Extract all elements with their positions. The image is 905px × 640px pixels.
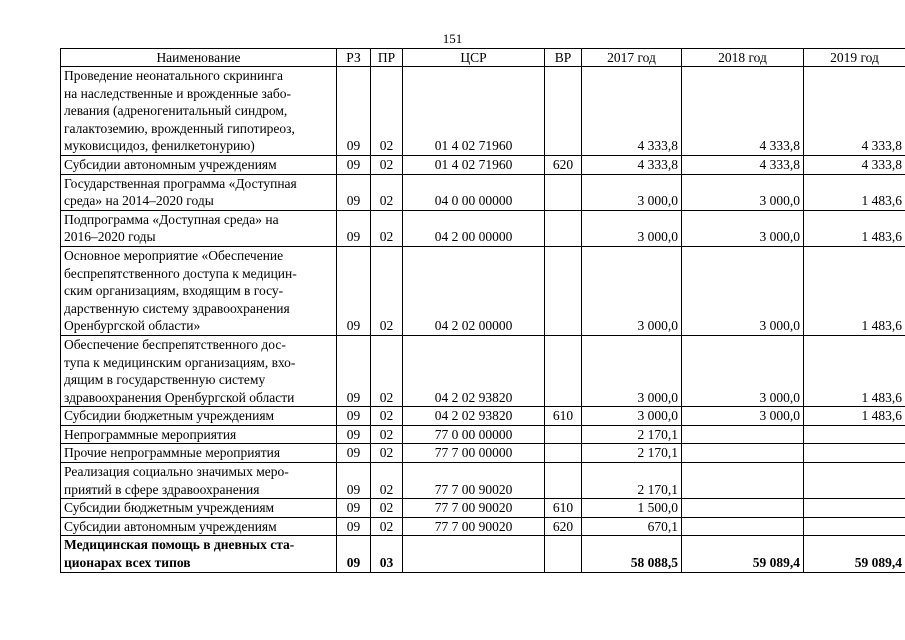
row-pr: 02 [371,444,403,463]
row-rz: 09 [337,210,371,246]
row-csr: 01 4 02 71960 [403,155,545,174]
row-pr: 03 [371,536,403,572]
row-name-line: здравоохранения Оренбургской области [64,389,295,405]
row-2019: 1 483,6 [804,335,905,406]
row-name-line: ским организациям, входящим в госу- [64,283,284,299]
row-name-line: среда» на 2014–2020 годы [64,193,214,209]
row-2018: 3 000,0 [682,407,804,426]
row-csr: 77 0 00 00000 [403,425,545,444]
row-name-line: Реализация социально значимых меро- [64,464,289,480]
row-name [61,517,337,536]
row-pr: 02 [371,407,403,426]
row-2018: 3 000,0 [682,210,804,246]
row-vr [545,444,582,463]
row-name-line: тупа к медицинским организациям, вхо- [64,354,296,370]
table-row [61,536,905,572]
row-2019: 1 483,6 [804,210,905,246]
row-name-line: левания (адреногенитальный синдром, [64,103,288,119]
row-name-line: приятий в сфере здравоохранения [64,481,260,497]
row-csr: 04 2 02 00000 [403,246,545,335]
row-rz: 09 [337,155,371,174]
header-name: Наименование [61,49,337,67]
row-rz: 09 [337,335,371,406]
row-name-line: муковисцидоз, фенилкетонурию) [64,138,255,154]
row-rz: 09 [337,463,371,499]
table-row [61,67,905,156]
row-name [61,444,337,463]
row-name-line: дящим в государственную систему [64,372,266,388]
row-pr: 02 [371,155,403,174]
row-vr: 620 [545,155,582,174]
row-name [61,499,337,518]
row-2018: 59 089,4 [682,536,804,572]
table-row [61,407,905,426]
row-2018: 3 000,0 [682,335,804,406]
row-2018 [682,517,804,536]
row-pr: 02 [371,463,403,499]
row-2018: 3 000,0 [682,174,804,210]
row-pr: 02 [371,425,403,444]
row-pr: 02 [371,210,403,246]
header-2018: 2018 год [682,49,804,67]
row-vr [545,463,582,499]
row-2017: 3 000,0 [582,246,682,335]
row-rz: 09 [337,536,371,572]
row-csr: 04 0 00 00000 [403,174,545,210]
row-vr [545,174,582,210]
row-2017: 3 000,0 [582,210,682,246]
row-name-line: Непрограммные мероприятия [64,426,237,442]
row-name-line: Оренбургской области» [64,318,201,334]
row-name [61,536,337,572]
row-2017: 4 333,8 [582,67,682,156]
row-csr: 01 4 02 71960 [403,67,545,156]
row-csr [403,536,545,572]
row-name-line: галактоземию, врожденный гипотиреоз, [64,120,295,136]
row-name [61,67,337,156]
row-name [61,425,337,444]
row-2017: 58 088,5 [582,536,682,572]
row-vr [545,67,582,156]
header-2019: 2019 год [804,49,905,67]
table-row [61,463,905,499]
row-2018: 4 333,8 [682,67,804,156]
row-2019: 1 483,6 [804,407,905,426]
row-2018 [682,499,804,518]
row-name-line: Основное мероприятие «Обеспечение [64,247,284,263]
row-2019: 59 089,4 [804,536,905,572]
row-csr: 77 7 00 90020 [403,463,545,499]
table-row [61,246,905,335]
table-row [61,517,905,536]
table-row [61,210,905,246]
row-name-line: Субсидии автономным учреждениям [64,518,277,534]
row-2019: 4 333,8 [804,155,905,174]
row-vr [545,210,582,246]
row-2018 [682,463,804,499]
row-name-line: Обеспечение беспрепятственного дос- [64,336,286,352]
table-row [61,155,905,174]
row-name-line: беспрепятственного доступа к медицин- [64,265,297,281]
row-pr: 02 [371,517,403,536]
row-pr: 02 [371,174,403,210]
row-rz: 09 [337,499,371,518]
row-2017: 2 170,1 [582,425,682,444]
row-vr: 620 [545,517,582,536]
row-rz: 09 [337,67,371,156]
row-2018: 3 000,0 [682,246,804,335]
header-csr: ЦСР [403,49,545,67]
row-2019: 1 483,6 [804,174,905,210]
row-rz: 09 [337,517,371,536]
row-name [61,174,337,210]
row-name-line: Подпрограмма «Доступная среда» на [64,211,279,227]
table-row [61,425,905,444]
row-csr: 04 2 02 93820 [403,407,545,426]
row-vr: 610 [545,499,582,518]
row-csr: 04 2 00 00000 [403,210,545,246]
row-vr: 610 [545,407,582,426]
row-2017: 3 000,0 [582,407,682,426]
row-2019 [804,517,905,536]
row-name-line: Медицинская помощь в дневных ста- [64,537,295,553]
row-rz: 09 [337,407,371,426]
row-2018 [682,444,804,463]
row-2017: 3 000,0 [582,174,682,210]
table-header-row [61,49,905,67]
row-name-line: Субсидии бюджетным учреждениям [64,408,275,424]
row-2017: 4 333,8 [582,155,682,174]
row-rz: 09 [337,246,371,335]
row-2017: 1 500,0 [582,499,682,518]
row-2019 [804,444,905,463]
row-2018: 4 333,8 [682,155,804,174]
row-vr [545,335,582,406]
row-pr: 02 [371,67,403,156]
header-vr: ВР [545,49,582,67]
row-2019 [804,425,905,444]
row-name [61,335,337,406]
budget-table [60,48,905,573]
row-pr: 02 [371,335,403,406]
table-row [61,444,905,463]
row-2019 [804,463,905,499]
row-name-line: Прочие непрограммные мероприятия [64,445,281,461]
row-2019: 1 483,6 [804,246,905,335]
row-name [61,155,337,174]
row-2017: 3 000,0 [582,335,682,406]
row-name [61,463,337,499]
row-name [61,246,337,335]
row-vr [545,425,582,444]
row-vr [545,246,582,335]
row-csr: 77 7 00 90020 [403,499,545,518]
row-2019 [804,499,905,518]
row-name-line: ционарах всех типов [64,555,191,571]
row-pr: 02 [371,499,403,518]
row-rz: 09 [337,425,371,444]
row-2019: 4 333,8 [804,67,905,156]
header-pr: ПР [371,49,403,67]
row-pr: 02 [371,246,403,335]
row-csr: 77 7 00 90020 [403,517,545,536]
row-name-line: на наследственные и врожденные забо- [64,85,291,101]
row-name-line: Субсидии бюджетным учреждениям [64,500,275,516]
row-name-line: Государственная программа «Доступная [64,175,297,191]
row-csr: 04 2 02 93820 [403,335,545,406]
row-2017: 2 170,1 [582,444,682,463]
table-row [61,335,905,406]
row-2017: 2 170,1 [582,463,682,499]
row-name-line: 2016–2020 годы [64,229,156,245]
row-vr [545,536,582,572]
row-2018 [682,425,804,444]
row-name-line: Проведение неонатального скрининга [64,68,283,83]
row-rz: 09 [337,444,371,463]
header-2017: 2017 год [582,49,682,67]
header-rz: РЗ [337,49,371,67]
row-csr: 77 7 00 00000 [403,444,545,463]
row-name-line: дарственную систему здравоохранения [64,300,290,316]
table-body [61,67,905,573]
table-row [61,499,905,518]
row-name [61,407,337,426]
row-name [61,210,337,246]
page-number: 151 [442,31,463,46]
row-rz: 09 [337,174,371,210]
row-name-line: Субсидии автономным учреждениям [64,156,277,172]
row-2017: 670,1 [582,517,682,536]
table-row [61,174,905,210]
